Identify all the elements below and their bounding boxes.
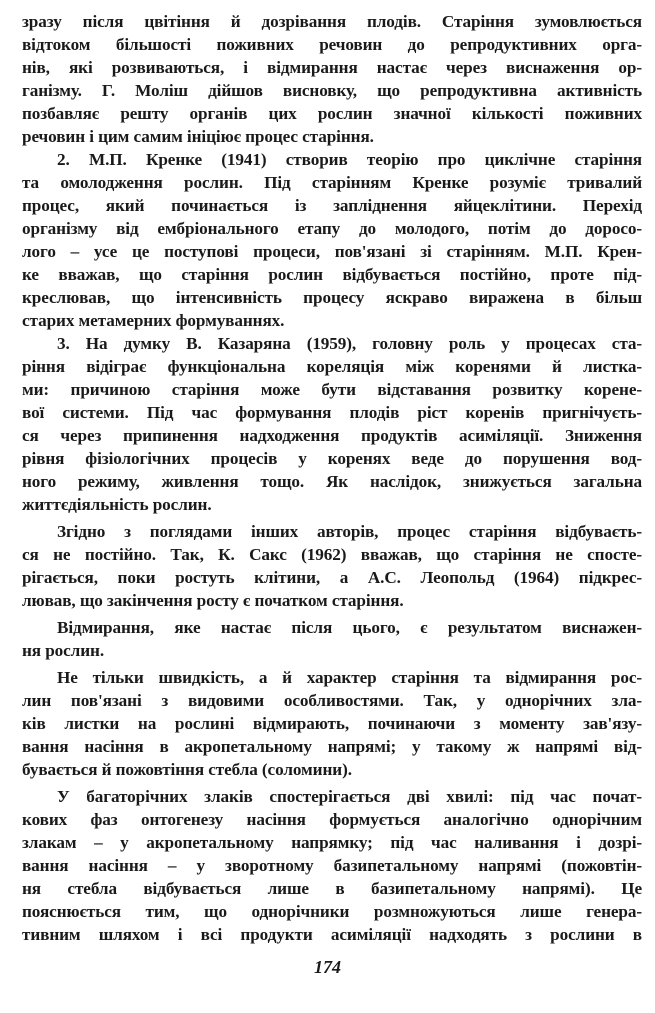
text-line: вої системи. Під час формування плодів ріст коренів пригнічуєть- (22, 403, 642, 422)
text-line: У багаторічних злаків спостерігається дві хвилі: під час почат- (57, 787, 642, 806)
text-line: позбавляє решту органів цих рослин значної кількості поживних (22, 104, 642, 123)
text-line: ків листки на рослині відмирають, починаючи з моменту зав'язу- (22, 714, 642, 733)
paragraph-7 (22, 785, 642, 946)
text-line: старих метамерних формуваннях. (22, 311, 285, 330)
text-line: організму від ембріонального етапу до молодого, потім до доросо- (22, 219, 642, 238)
text-line: рівня фізіологічних процесів у коренях веде до порушення вод- (22, 449, 642, 468)
text-line: ня рослин. (22, 641, 105, 660)
text-line: кових фаз онтогенезу насіння формується аналогічно однорічним (22, 810, 642, 829)
page-number: 174 (314, 957, 341, 977)
text-line: злакам – у акропетальному напрямку; під час наливання і дозрі- (22, 833, 642, 852)
text-line: відтоком більшості поживних речовин до репродуктивних орга- (22, 35, 642, 54)
text-line: пояснюється тим, що однорічники розмножуються лише генера- (22, 902, 642, 921)
text-line: ми: причиною старіння може бути відставання розвитку корене- (22, 380, 642, 399)
text-line: ся не постійно. Так, К. Сакс (1962) вважав, що старіння не спосте- (22, 545, 642, 564)
paragraph-6 (22, 666, 642, 781)
text-line: ке вважав, що старіння рослин відбувається постійно, проте під- (22, 265, 642, 284)
text-line: Відмирання, яке настає після цього, є результатом виснажен- (57, 618, 642, 637)
text-line: процес, який починається із запліднення яйцеклітини. Перехід (22, 196, 642, 215)
text-line: Згідно з поглядами інших авторів, процес старіння відбуваєть- (57, 522, 642, 541)
text-line: ся через припинення надходження продуктів асиміляції. Зниження (22, 426, 642, 445)
paragraph-3 (22, 332, 642, 516)
text-line: зразу після цвітіння й дозрівання плодів. Старіння зумовлюється (22, 12, 642, 31)
text-line: Не тільки швидкість, а й характер старіння та відмирання рос- (57, 668, 642, 687)
text-line: бувається й пожовтіння стебла (соломини). (22, 760, 352, 779)
text-line: ріння відіграє функціональна кореляція між коренями й листка- (22, 357, 642, 376)
text-line: нів, які розвиваються, і відмирання настає через виснаження ор- (22, 58, 642, 77)
text-line: лого – усе це поступові процеси, пов'язані зі старінням. М.П. Крен- (22, 242, 642, 261)
text-line: вання насіння в акропетальному напрямі; у такому ж напрямі від- (22, 737, 642, 756)
text-line: 2. М.П. Кренке (1941) створив теорію про циклічне старіння (57, 150, 642, 169)
text-line: ного режиму, живлення тощо. Як наслідок, знижується загальна (22, 472, 642, 491)
text-line: речовин і цим самим ініціює процес старіння. (22, 127, 374, 146)
text-line: життєдіяльність рослин. (22, 495, 212, 514)
text-line: рігається, поки ростуть клітини, а А.С. Леопольд (1964) підкрес- (22, 568, 642, 587)
page-body (22, 10, 642, 946)
paragraph-5 (22, 616, 642, 662)
text-line: ганізму. Г. Моліш дійшов висновку, що репродуктивна активність (22, 81, 642, 100)
text-line: лин пов'язані з видовими особливостями. Так, у однорічних зла- (22, 691, 642, 710)
text-line: тивним шляхом і всі продукти асиміляції надходять з рослини в (22, 925, 642, 944)
text-line: 3. На думку В. Казаряна (1959), головну роль у процесах ста- (57, 334, 642, 353)
text-line: лював, що закінчення росту є початком старіння. (22, 591, 404, 610)
text-line: вання насіння – у зворотному базипетальному напрямі (пожовтін- (22, 856, 642, 875)
text-line: ня стебла відбувається лише в базипетальному напрямі). Це (22, 879, 642, 898)
paragraph-4 (22, 520, 642, 612)
text-line: та омолодження рослин. Під старінням Кренке розуміє тривалий (22, 173, 642, 192)
text-line: креслював, що інтенсивність процесу яскраво виражена в більш (22, 288, 642, 307)
paragraph-1 (22, 10, 642, 148)
paragraph-2 (22, 148, 642, 332)
